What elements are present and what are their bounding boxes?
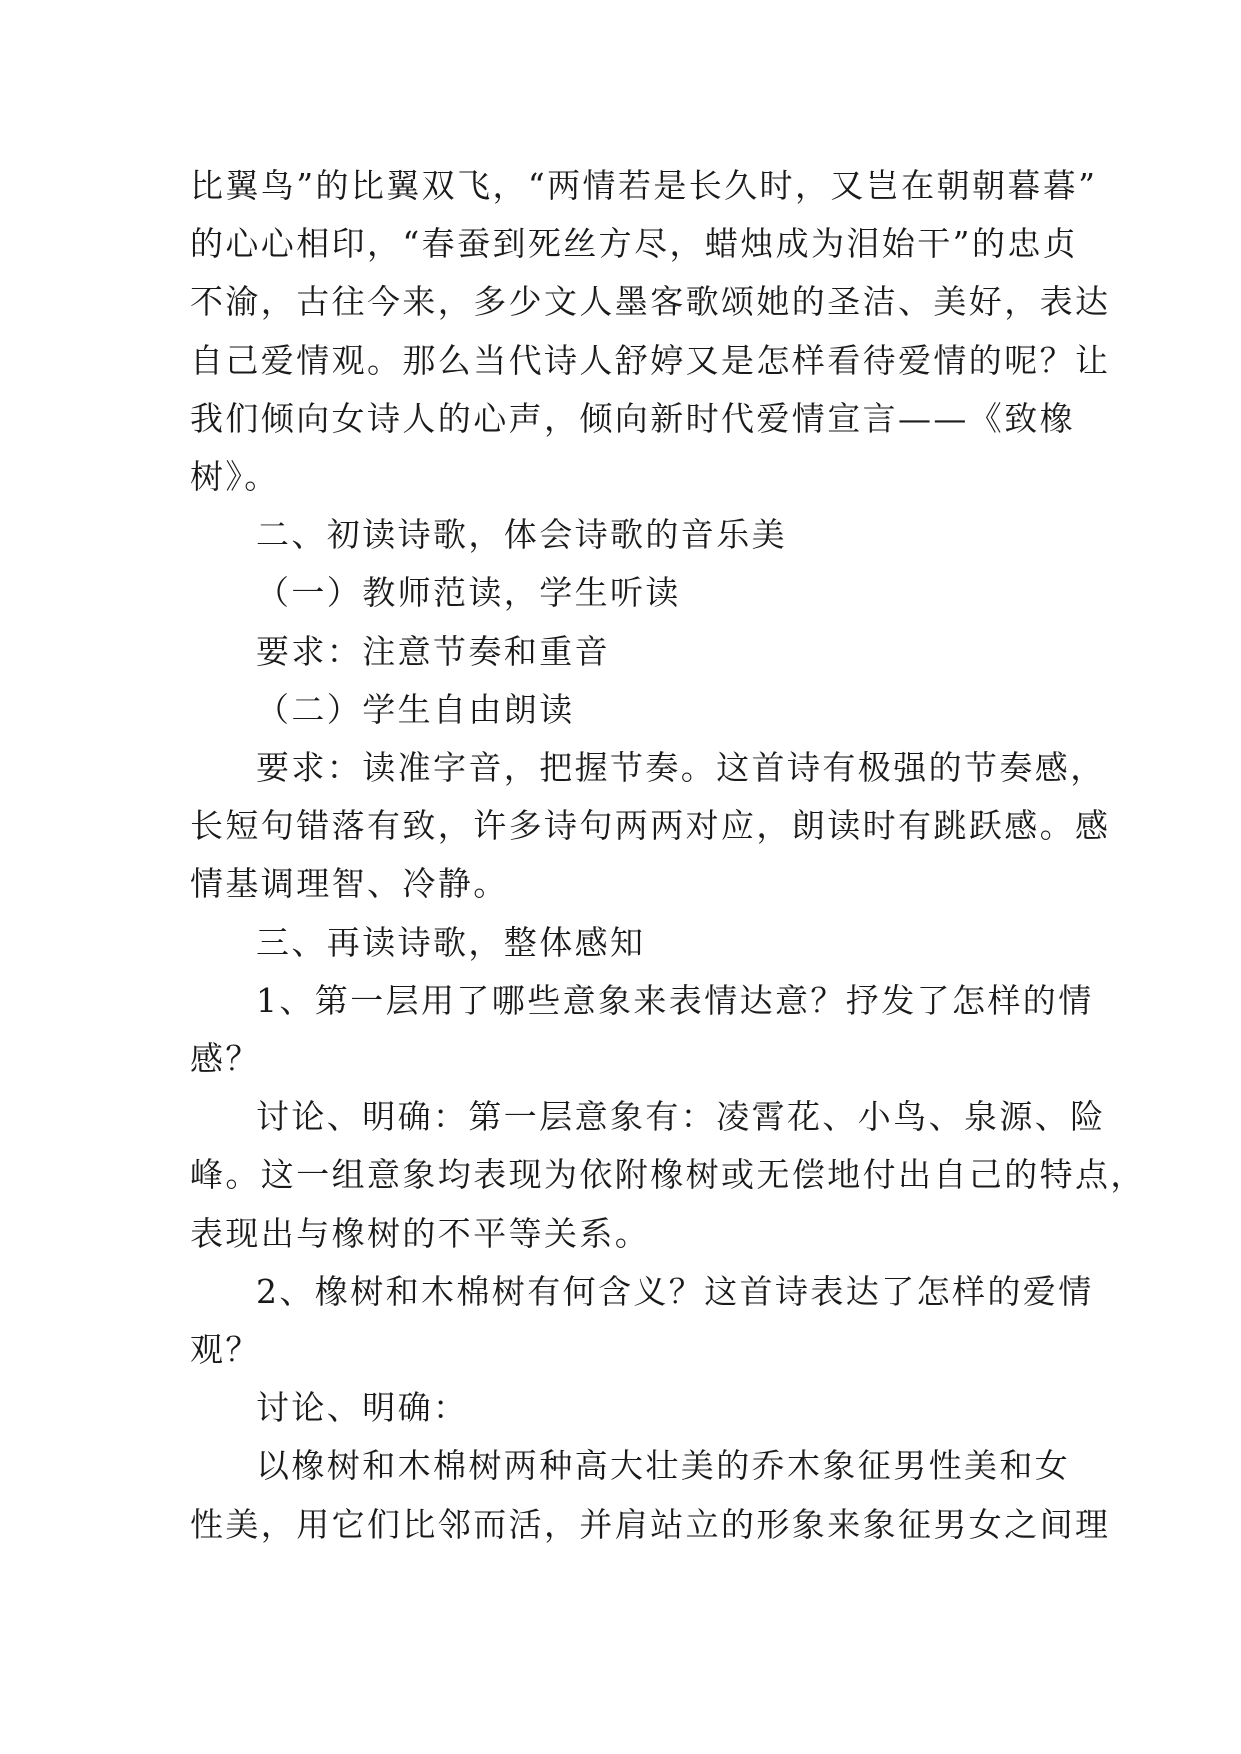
subsection-heading-2 — [190, 681, 1050, 739]
text-line: 的心心相印，“春蚕到死丝方尽，蜡烛成为泪始干”的忠贞 — [190, 224, 1079, 264]
text-line: 我们倾向女诗人的心声，倾向新时代爱情宣言——《致橡 — [190, 398, 1075, 438]
text-line: 比翼鸟”的比翼双飞，“两情若是长久时，又岂在朝朝暮暮” — [190, 166, 1098, 205]
answer-2-body — [190, 1437, 1111, 1553]
text-line: 感？ — [190, 1039, 261, 1079]
text-line: 2、橡树和木棉树有何含义？这首诗表达了怎样的爱情 — [256, 1271, 1094, 1311]
text-line: 讨论、明确： — [256, 1388, 469, 1428]
text-line: 性美，用它们比邻而活，并肩站立的形象来象征男女之间理 — [190, 1504, 1111, 1544]
text-line: 长短句错落有致，许多诗句两两对应，朗读时有跳跃感。感 — [190, 806, 1111, 846]
text-line: 峰。这一组意象均表现为依附橡树或无偿地付出自己的特点， — [190, 1155, 1146, 1195]
text-line: 讨论、明确：第一层意象有：凌霄花、小鸟、泉源、险 — [256, 1097, 1106, 1137]
text-line: 以橡树和木棉树两种高大壮美的乔木象征男性美和女 — [256, 1446, 1071, 1486]
question-1 — [190, 972, 1094, 1088]
text-line: 情基调理智、冷静。 — [190, 864, 509, 904]
paragraph-intro — [190, 157, 1111, 506]
text-line: 1、第一层用了哪些意象来表情达意？抒发了怎样的情 — [256, 980, 1094, 1020]
requirement-paragraph-2 — [190, 739, 1111, 914]
text-line: 要求：读准字音，把握节奏。这首诗有极强的节奏感， — [256, 748, 1106, 788]
text-line: 树》。 — [190, 457, 280, 497]
text-line: 自己爱情观。那么当代诗人舒婷又是怎样看待爱情的呢？让 — [190, 340, 1111, 380]
text-line: （二）学生自由朗读 — [256, 689, 575, 729]
text-line: （一）教师范读，学生听读 — [256, 573, 681, 613]
text-line: 二、初读诗歌，体会诗歌的音乐美 — [256, 515, 787, 555]
document-body — [190, 157, 1146, 1554]
requirement-paragraph-1 — [190, 623, 1050, 681]
question-2 — [190, 1263, 1094, 1379]
text-line: 三、再读诗歌，整体感知 — [256, 922, 646, 962]
subsection-heading-1 — [190, 564, 1050, 622]
section-heading-2 — [190, 506, 1050, 564]
text-line: 要求：注意节奏和重音 — [256, 631, 610, 671]
section-heading-3 — [190, 914, 1050, 972]
answer-1 — [190, 1088, 1146, 1263]
answer-2-label — [190, 1379, 1050, 1437]
text-line: 不渝，古往今来，多少文人墨客歌颂她的圣洁、美好，表达 — [190, 282, 1111, 322]
text-line: 观？ — [190, 1330, 261, 1370]
text-line: 表现出与橡树的不平等关系。 — [190, 1213, 651, 1253]
